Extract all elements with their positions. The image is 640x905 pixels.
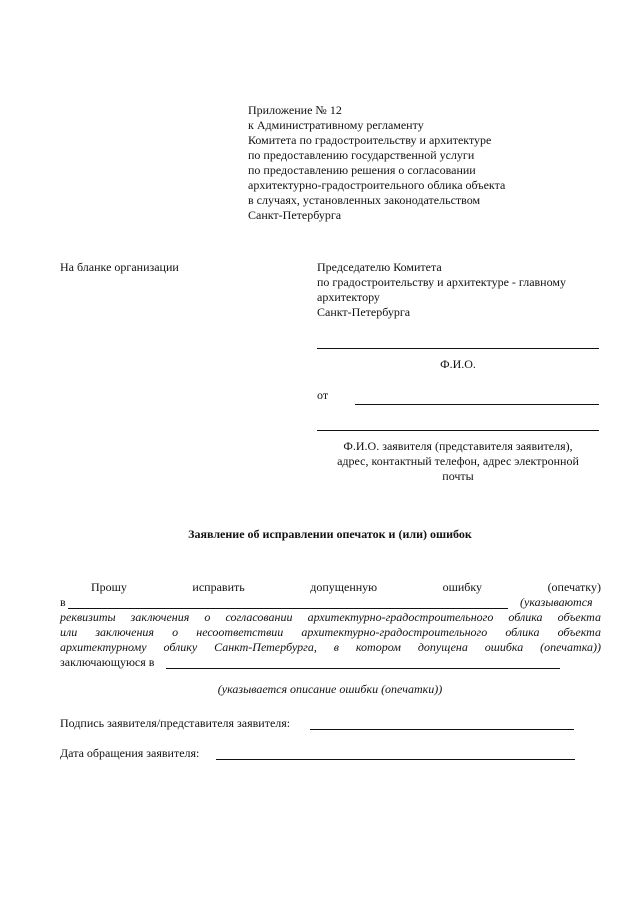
signature-underline[interactable] — [310, 729, 574, 730]
hint-line: реквизиты заключения о согласовании архитектурно-градостроительного облика объекта — [60, 610, 601, 624]
appendix-line: Комитета по градостроительству и архитектуре — [248, 133, 492, 147]
applicant-caption — [317, 439, 599, 484]
appendix-line: Приложение № 12 — [248, 103, 342, 117]
from-label: от — [317, 388, 329, 402]
appendix-line: Санкт-Петербурга — [248, 208, 342, 222]
appendix-line: архитектурно-градостроительного облика объекта — [248, 178, 506, 192]
fio-underline[interactable] — [317, 348, 599, 349]
error-description-underline[interactable] — [166, 668, 560, 669]
request-word: исправить — [192, 580, 245, 594]
request-word: допущенную — [310, 580, 378, 594]
request-word: ошибку — [442, 580, 483, 594]
error-document-underline[interactable] — [68, 608, 508, 609]
applicant-caption-line: адрес, контактный телефон, адрес электронной — [337, 454, 579, 468]
hint-start: (указываются — [520, 595, 593, 609]
addressee-line: Санкт-Петербурга — [317, 305, 411, 319]
contains-label: заключающуюся в — [60, 655, 155, 669]
date-underline[interactable] — [216, 759, 575, 760]
from-underline[interactable] — [355, 404, 599, 405]
request-word: Прошу — [91, 580, 127, 594]
addressee-line: по градостроительству и архитектуре - главному — [317, 275, 566, 289]
request-word: (опечатку) — [547, 580, 601, 594]
applicant-caption-line: почты — [442, 469, 474, 483]
addressee-line: Председателю Комитета — [317, 260, 442, 274]
hint-line: архитектурному облику Санкт-Петербурга, в котором допущена ошибка (опечатка)) — [60, 640, 601, 654]
request-first-line — [91, 580, 601, 595]
applicant-underline[interactable] — [317, 430, 599, 431]
appendix-line: по предоставлению государственной услуги — [248, 148, 475, 162]
hint-line: или заключения о несоответствии архитектурно-градостроительного облика объекта — [60, 625, 601, 639]
appendix-line: к Административному регламенту — [248, 118, 424, 132]
date-label: Дата обращения заявителя: — [60, 746, 200, 760]
v-prefix: в — [60, 595, 66, 609]
error-description-hint: (указывается описание ошибки (опечатки)) — [217, 682, 443, 696]
letterhead-note: На бланке организации — [60, 260, 179, 274]
fio-caption: Ф.И.О. — [440, 357, 476, 371]
addressee-line: архитектору — [317, 290, 380, 304]
addressee-block — [317, 260, 566, 320]
signature-label: Подпись заявителя/представителя заявителя: — [60, 716, 291, 730]
appendix-header — [248, 103, 505, 223]
appendix-line: по предоставлению решения о согласовании — [248, 163, 476, 177]
document-title: Заявление об исправлении опечаток и (или) ошибок — [188, 527, 472, 541]
applicant-caption-line: Ф.И.О. заявителя (представителя заявителя), — [343, 439, 573, 453]
appendix-line: в случаях, установленных законодательством — [248, 193, 481, 207]
